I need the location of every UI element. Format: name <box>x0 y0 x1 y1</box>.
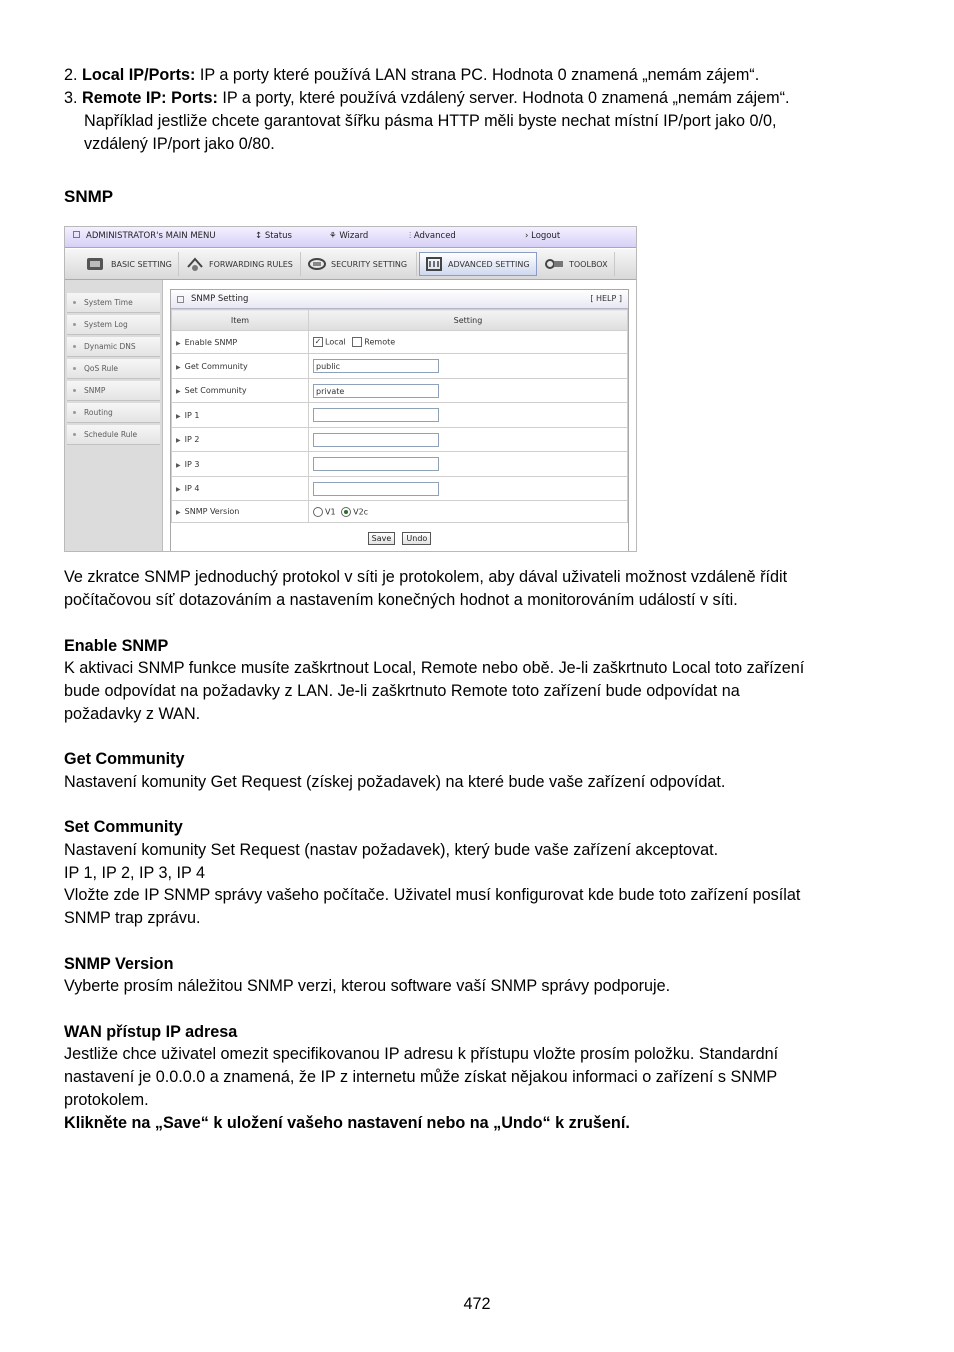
paragraph-line: SNMP trap zprávu. <box>64 909 201 927</box>
bullet-icon <box>73 389 76 392</box>
ip1-input[interactable] <box>313 408 439 422</box>
sidebar-item-system-log[interactable]: System Log <box>67 315 160 335</box>
v2c-radio[interactable] <box>341 507 351 517</box>
list-item-continued: Například jestliže chcete garantovat šířku pásma HTTP měli byste nechat místní IP/port jako 0/0, <box>84 112 777 130</box>
save-button[interactable]: Save <box>368 532 396 545</box>
ip3-input[interactable] <box>313 457 439 471</box>
ip2-input[interactable] <box>313 433 439 447</box>
remote-checkbox[interactable] <box>352 337 362 347</box>
advanced-link[interactable]: ⫶ Advanced <box>409 231 456 241</box>
list-text: IP a porty které používá LAN strana PC. Hodnota 0 znamená „nemám zájem“. <box>195 66 760 84</box>
table-row <box>172 452 628 477</box>
triangle-icon: ▶ <box>176 486 181 493</box>
list-text: IP a porty, které používá vzdálený server. Hodnota 0 znamená „nemám zájem“. <box>217 89 790 107</box>
v1-label: V1 <box>325 507 336 516</box>
arrow-icon: ↕ <box>255 231 263 241</box>
settings-table <box>171 309 628 523</box>
triangle-icon: ▶ <box>176 339 181 347</box>
panel-header <box>171 290 628 309</box>
row-label: ▶ IP 4 <box>172 477 309 501</box>
list-label: Remote IP: Ports: <box>82 89 218 107</box>
sidebar-item-routing[interactable]: Routing <box>67 403 160 423</box>
tab-bar <box>65 249 637 280</box>
sidebar-item-system-time[interactable]: System Time <box>67 293 160 313</box>
row-setting <box>309 501 628 523</box>
paragraph-line: Nastavení komunity Get Request (získej požadavek) na které bude vaše zařízení odpovídat. <box>64 773 726 791</box>
forwarding-icon <box>185 255 205 273</box>
row-label: ▶ Set Community <box>172 379 309 403</box>
row-setting <box>309 403 628 428</box>
column-item: Item <box>172 310 309 331</box>
intro-line: Ve zkratce SNMP jednoduchý protokol v síti je protokolem, aby dával uživateli možnost vzdáleně řídit <box>64 568 788 586</box>
main-menu-label: ADMINISTRATOR's MAIN MENU <box>73 231 216 241</box>
list-item-local-ports <box>64 64 759 87</box>
paragraph-line: požadavky z WAN. <box>64 705 201 723</box>
square-icon <box>177 296 184 303</box>
v1-radio[interactable] <box>313 507 323 517</box>
advanced-icon: ⫶ <box>409 231 412 241</box>
button-row <box>171 526 628 545</box>
bullet-icon <box>73 433 76 436</box>
get-community-input[interactable]: public <box>313 359 439 373</box>
top-menu-bar <box>65 227 637 248</box>
status-link[interactable]: ↕ Status <box>255 231 292 241</box>
row-label: ▶ Get Community <box>172 354 309 379</box>
help-link[interactable]: [ HELP ] <box>590 294 622 303</box>
table-row <box>172 501 628 523</box>
paragraph-line: protokolem. <box>64 1091 149 1109</box>
row-setting <box>309 379 628 403</box>
tab-toolbox[interactable]: TOOLBOX <box>539 252 615 276</box>
sidebar-item-schedule-rule[interactable]: Schedule Rule <box>67 425 160 445</box>
row-setting <box>309 477 628 501</box>
bullet-icon <box>73 367 76 370</box>
paragraph-line: Nastavení komunity Set Request (nastav požadavek), který bude vaše zařízení akceptovat. <box>64 841 719 859</box>
column-setting: Setting <box>309 310 628 331</box>
row-label: ▶ SNMP Version <box>172 501 309 523</box>
square-icon <box>73 231 80 238</box>
row-label: ▶ IP 1 <box>172 403 309 428</box>
sidebar <box>65 280 163 552</box>
table-row <box>172 354 628 379</box>
triangle-icon: ▶ <box>176 509 181 516</box>
row-setting <box>309 331 628 354</box>
arrow-icon: › <box>525 231 529 241</box>
router-screenshot <box>64 226 637 552</box>
table-header <box>172 310 628 331</box>
logout-link[interactable]: › Logout <box>525 231 561 241</box>
bullet-icon <box>73 411 76 414</box>
list-item-remote-ports <box>64 87 789 110</box>
bullet-icon <box>73 345 76 348</box>
table-row <box>172 428 628 452</box>
table-row <box>172 379 628 403</box>
toolbox-icon <box>543 255 565 273</box>
paragraph-line: bude odpovídat na požadavky z LAN. Je-li zaškrtnuto Remote toto zařízení bude odpovídat na <box>64 682 740 700</box>
snmp-setting-panel <box>170 289 629 552</box>
table-row <box>172 403 628 428</box>
intro-line: počítačovou síť dotazováním a nastavením konečných hodnot a monitorováním událostí v síti. <box>64 591 738 609</box>
panel-title: SNMP Setting <box>191 294 249 304</box>
table-row <box>172 477 628 501</box>
list-number: 2. <box>64 66 78 84</box>
triangle-icon: ▶ <box>176 388 181 395</box>
wizard-link[interactable]: ⚘ Wizard <box>329 231 369 241</box>
row-label: ▶ Enable SNMP <box>172 331 309 354</box>
triangle-icon: ▶ <box>176 461 181 469</box>
v2c-label: V2c <box>353 507 369 516</box>
paragraph-line: Vložte zde IP SNMP správy vašeho počítače. Uživatel musí konfigurovat kde bude toto zařízení posílat <box>64 886 801 904</box>
row-setting <box>309 428 628 452</box>
page-number: 472 <box>463 1295 491 1313</box>
set-community-input[interactable]: private <box>313 384 439 398</box>
paragraph-line: nastavení je 0.0.0.0 a znamená, že IP z internetu může získat nějakou informaci o zařízení s SNMP <box>64 1068 778 1086</box>
tab-security-setting[interactable]: SECURITY SETTING <box>303 252 417 276</box>
triangle-icon: ▶ <box>176 437 181 444</box>
paragraph-line: Vyberte prosím náležitou SNMP verzi, kterou software vaší SNMP správy podporuje. <box>64 977 671 995</box>
heading-set-community: Set Community <box>64 818 183 836</box>
paragraph-line: Jestliže chce uživatel omezit specifikovanou IP adresu k přístupu vložte prosím položku. Standardní <box>64 1045 779 1063</box>
sidebar-item-snmp[interactable]: SNMP <box>67 381 160 401</box>
heading-snmp-version: SNMP Version <box>64 955 174 973</box>
advanced-setting-icon <box>424 255 444 273</box>
wizard-icon: ⚘ <box>329 231 337 241</box>
heading-wan-access: WAN přístup IP adresa <box>64 1023 238 1041</box>
tab-forwarding-rules[interactable]: FORWARDING RULES <box>181 252 301 276</box>
undo-button[interactable]: Undo <box>402 532 431 545</box>
paragraph-line: IP 1, IP 2, IP 3, IP 4 <box>64 864 205 882</box>
heading-enable-snmp: Enable SNMP <box>64 637 169 655</box>
paragraph-line: K aktivaci SNMP funkce musíte zaškrtnout Local, Remote nebo obě. Je-li zaškrtnuto Local toto zařízení <box>64 659 805 677</box>
local-checkbox[interactable]: ✓ <box>314 337 322 346</box>
sidebar-item-dynamic-dns[interactable]: Dynamic DNS <box>67 337 160 357</box>
row-label: ▶ IP 3 <box>172 452 309 477</box>
bullet-icon <box>73 323 76 326</box>
remote-label: Remote <box>364 337 396 347</box>
triangle-icon: ▶ <box>176 363 181 371</box>
row-setting <box>309 452 628 477</box>
ip4-input[interactable] <box>313 482 439 496</box>
tab-basic-setting[interactable]: BASIC SETTING <box>81 252 179 276</box>
table-row <box>172 331 628 354</box>
list-item-continued: vzdálený IP/port jako 0/80. <box>84 135 275 153</box>
row-label: ▶ IP 2 <box>172 428 309 452</box>
list-label: Local IP/Ports: <box>82 66 196 84</box>
security-icon <box>307 255 327 273</box>
heading-get-community: Get Community <box>64 750 185 768</box>
save-undo-note: Klikněte na „Save“ k uložení vašeho nastavení nebo na „Undo“ k zrušení. <box>64 1114 630 1132</box>
local-label: Local <box>325 337 346 347</box>
tab-advanced-setting[interactable]: ADVANCED SETTING <box>419 252 537 276</box>
sidebar-item-qos-rule[interactable]: QoS Rule <box>67 359 160 379</box>
triangle-icon: ▶ <box>176 412 181 420</box>
basic-setting-icon <box>85 255 107 273</box>
section-title: SNMP <box>64 187 114 206</box>
bullet-icon <box>73 301 76 304</box>
list-number: 3. <box>64 89 78 107</box>
row-setting <box>309 354 628 379</box>
